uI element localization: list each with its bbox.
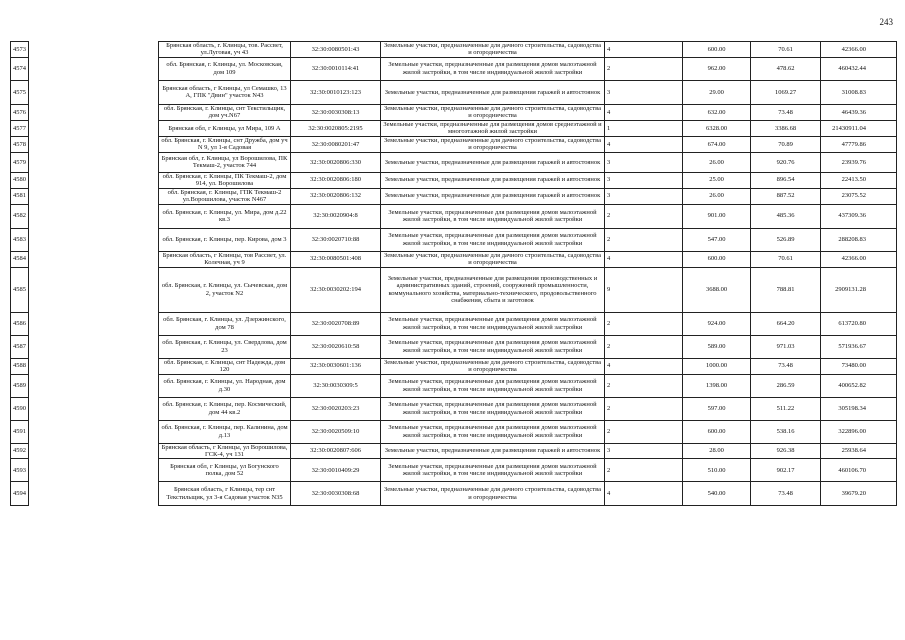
cadastral-value-cell: 21430911.04 <box>821 120 897 136</box>
land-use-cell: Земельные участки, предназначенные для размещения гаражей и автостоянок <box>381 80 605 104</box>
land-use-cell: Земельные участки, предназначенные для размещения гаражей и автостоянок <box>381 152 605 172</box>
category-cell: 1 <box>605 120 683 136</box>
area-cell: 597.00 <box>683 397 751 420</box>
table-row <box>11 420 897 443</box>
category-cell: 2 <box>605 57 683 80</box>
address-cell: обл. Брянская, г. Клинцы, ул. Мира, дом д.22 кв.3 <box>159 204 291 228</box>
price-cell: 70.89 <box>751 136 821 152</box>
address-cell: обл. Брянская, г. Клинцы, ул. Дзержинского, дом 78 <box>159 312 291 335</box>
price-cell: 920.76 <box>751 152 821 172</box>
table-row <box>11 152 897 172</box>
cadastral-value-cell: 47779.86 <box>821 136 897 152</box>
price-cell: 526.89 <box>751 228 821 251</box>
category-cell: 2 <box>605 459 683 482</box>
price-cell: 511.22 <box>751 397 821 420</box>
price-cell: 70.61 <box>751 251 821 267</box>
spacer-cell <box>29 172 159 188</box>
table-row <box>11 42 897 58</box>
cadastral-number-cell: 32:30:0080501:43 <box>291 42 381 58</box>
row-number: 4574 <box>11 57 29 80</box>
cadastral-value-cell: 73480.00 <box>821 358 897 374</box>
category-cell: 3 <box>605 188 683 204</box>
cadastral-number-cell: 32:30:0020807:606 <box>291 443 381 459</box>
price-cell: 926.38 <box>751 443 821 459</box>
spacer-cell <box>29 358 159 374</box>
cadastral-value-cell: 46439.36 <box>821 104 897 120</box>
area-cell: 924.00 <box>683 312 751 335</box>
area-cell: 29.00 <box>683 80 751 104</box>
cadastral-number-cell: 32:30:0030309:5 <box>291 374 381 397</box>
address-cell: обл. Брянская, г. Клинцы, снт Текстильщик, дом уч.N67 <box>159 104 291 120</box>
table-row <box>11 312 897 335</box>
cadastral-number-cell: 32:30:0080501:408 <box>291 251 381 267</box>
table-row <box>11 188 897 204</box>
cadastral-value-cell: 42366.00 <box>821 251 897 267</box>
address-cell: Брянская обл, г Клинцы, ул Мира, 109 А <box>159 120 291 136</box>
spacer-cell <box>29 204 159 228</box>
address-cell: Брянская область, г Клинцы, ул Ворошилова, ГСК-4, уч 131 <box>159 443 291 459</box>
cadastral-number-cell: 32:30:0020203:23 <box>291 397 381 420</box>
table-row <box>11 204 897 228</box>
category-cell: 3 <box>605 443 683 459</box>
table-row <box>11 120 897 136</box>
price-cell: 70.61 <box>751 42 821 58</box>
cadastral-value-cell: 25938.64 <box>821 443 897 459</box>
land-use-cell: Земельные участки, предназначенные для дачного строительства, садоводства и огородничества <box>381 104 605 120</box>
cadastral-number-cell: 32:30:0020806:330 <box>291 152 381 172</box>
category-cell: 4 <box>605 104 683 120</box>
area-cell: 600.00 <box>683 251 751 267</box>
cadastral-value-cell: 31008.83 <box>821 80 897 104</box>
price-cell: 971.03 <box>751 335 821 358</box>
row-number: 4589 <box>11 374 29 397</box>
table-row <box>11 482 897 506</box>
spacer-cell <box>29 80 159 104</box>
cadastral-number-cell: 32:30:0020904:8 <box>291 204 381 228</box>
cadastral-number-cell: 32:30:0010123:123 <box>291 80 381 104</box>
area-cell: 28.00 <box>683 443 751 459</box>
area-cell: 1000.00 <box>683 358 751 374</box>
category-cell: 2 <box>605 228 683 251</box>
cadastral-number-cell: 32:30:0020710:88 <box>291 228 381 251</box>
spacer-cell <box>29 482 159 506</box>
table-row <box>11 80 897 104</box>
address-cell: обл. Брянская, г. Клинцы, ул. Сычевская, дом 2, участок N2 <box>159 267 291 312</box>
land-use-cell: Земельные участки, предназначенные для размещения домов малоэтажной жилой застройки, в том числе индивидуальной жилой застройки <box>381 397 605 420</box>
category-cell: 2 <box>605 204 683 228</box>
cadastral-value-cell: 22413.50 <box>821 172 897 188</box>
price-cell: 73.48 <box>751 482 821 506</box>
category-cell: 2 <box>605 397 683 420</box>
address-cell: Брянская область, г Клинцы, ул Семашко, 13 А, ГПК "Двин" участок N43 <box>159 80 291 104</box>
table-row <box>11 172 897 188</box>
spacer-cell <box>29 397 159 420</box>
area-cell: 901.00 <box>683 204 751 228</box>
price-cell: 286.59 <box>751 374 821 397</box>
area-cell: 589.00 <box>683 335 751 358</box>
address-cell: Брянская обл, г. Клинцы, ул Ворошилова, ПК Текмаш-2, участок 744 <box>159 152 291 172</box>
spacer-cell <box>29 267 159 312</box>
category-cell: 9 <box>605 267 683 312</box>
cadastral-number-cell: 32:30:0030308:13 <box>291 104 381 120</box>
address-cell: обл. Брянская, г. Клинцы, ул. Свердлова, дом 23 <box>159 335 291 358</box>
spacer-cell <box>29 152 159 172</box>
spacer-cell <box>29 443 159 459</box>
address-cell: обл. Брянская, г. Клинцы, пер. Космический, дом 44 кв.2 <box>159 397 291 420</box>
table-row <box>11 57 897 80</box>
land-use-cell: Земельные участки, предназначенные для дачного строительства, садоводства и огородничества <box>381 136 605 152</box>
table-row <box>11 374 897 397</box>
land-use-cell: Земельные участки, предназначенные для размещения гаражей и автостоянок <box>381 443 605 459</box>
spacer-cell <box>29 120 159 136</box>
address-cell: обл. Брянская, г. Клинцы, ул. Народная, дом д.30 <box>159 374 291 397</box>
price-cell: 73.48 <box>751 104 821 120</box>
spacer-cell <box>29 420 159 443</box>
area-cell: 632.00 <box>683 104 751 120</box>
address-cell: обл. Брянская, г. Клинцы, пер. Кирова, дом 3 <box>159 228 291 251</box>
land-use-cell: Земельные участки, предназначенные для размещения домов малоэтажной жилой застройки, в том числе индивидуальной жилой застройки <box>381 57 605 80</box>
row-number: 4585 <box>11 267 29 312</box>
row-number: 4581 <box>11 188 29 204</box>
address-cell: обл. Брянская, г. Клинцы, ГПК Текмаш-2 ул.Ворошилова, участок N467 <box>159 188 291 204</box>
category-cell: 2 <box>605 312 683 335</box>
cadastral-value-cell: 288208.83 <box>821 228 897 251</box>
price-cell: 485.36 <box>751 204 821 228</box>
address-cell: Брянская область, г. Клинцы, тов. Рассвет, ул.Луговая, уч 43 <box>159 42 291 58</box>
area-cell: 26.00 <box>683 188 751 204</box>
spacer-cell <box>29 136 159 152</box>
land-use-cell: Земельные участки, предназначенные для размещения гаражей и автостоянок <box>381 172 605 188</box>
table-body <box>11 42 897 506</box>
row-number: 4583 <box>11 228 29 251</box>
cadastral-number-cell: 32:30:0020806:132 <box>291 188 381 204</box>
address-cell: Брянская область, г Клинцы, тер снт Текстильщик, ул 3-я Садовая участок N35 <box>159 482 291 506</box>
row-number: 4579 <box>11 152 29 172</box>
land-use-cell: Земельные участки, предназначенные для размещения гаражей и автостоянок <box>381 188 605 204</box>
category-cell: 3 <box>605 152 683 172</box>
price-cell: 478.62 <box>751 57 821 80</box>
land-use-cell: Земельные участки, предназначенные для дачного строительства, садоводства и огородничества <box>381 482 605 506</box>
area-cell: 600.00 <box>683 420 751 443</box>
row-number: 4590 <box>11 397 29 420</box>
row-number: 4577 <box>11 120 29 136</box>
category-cell: 3 <box>605 172 683 188</box>
address-cell: обл. Брянская, г. Клинцы, снт Надежда, дом 120 <box>159 358 291 374</box>
category-cell: 4 <box>605 42 683 58</box>
address-cell: Брянская обл, г Клинцы, ул Богунского полка, дом 52 <box>159 459 291 482</box>
cadastral-value-cell: 2909131.28 <box>821 267 897 312</box>
price-cell: 1069.27 <box>751 80 821 104</box>
table-row <box>11 136 897 152</box>
cadastral-value-cell: 23075.52 <box>821 188 897 204</box>
category-cell: 2 <box>605 335 683 358</box>
land-use-cell: Земельные участки, предназначенные для дачного строительства, садоводства и огородничества <box>381 42 605 58</box>
table-row <box>11 459 897 482</box>
land-use-cell: Земельные участки, предназначенные для размещения домов малоэтажной жилой застройки, в том числе индивидуальной жилой застройки <box>381 374 605 397</box>
table-row <box>11 335 897 358</box>
address-cell: Брянская область, г Клинцы, тов Рассвет, ул. Колечная, уч 9 <box>159 251 291 267</box>
land-use-cell: Земельные участки, предназначенные для размещения домов малоэтажной жилой застройки, в том числе индивидуальной жилой застройки <box>381 204 605 228</box>
spacer-cell <box>29 57 159 80</box>
cadastral-value-cell: 322896.00 <box>821 420 897 443</box>
price-cell: 538.16 <box>751 420 821 443</box>
category-cell: 4 <box>605 482 683 506</box>
price-cell: 902.17 <box>751 459 821 482</box>
spacer-cell <box>29 104 159 120</box>
spacer-cell <box>29 312 159 335</box>
land-use-cell: Земельные участки, предназначенные для размещения домов малоэтажной жилой застройки, в том числе индивидуальной жилой застройки <box>381 228 605 251</box>
area-cell: 25.00 <box>683 172 751 188</box>
row-number: 4591 <box>11 420 29 443</box>
spacer-cell <box>29 459 159 482</box>
table-row <box>11 104 897 120</box>
table-row <box>11 251 897 267</box>
cadastral-value-cell: 39679.20 <box>821 482 897 506</box>
address-cell: обл. Брянская, г. Клинцы, снт Дружба, дом уч N 9, ул 1-я Садовая <box>159 136 291 152</box>
cadastral-value-cell: 437309.36 <box>821 204 897 228</box>
price-cell: 887.52 <box>751 188 821 204</box>
land-registry-table <box>10 41 897 506</box>
cadastral-value-cell: 42366.00 <box>821 42 897 58</box>
cadastral-value-cell: 613720.80 <box>821 312 897 335</box>
row-number: 4592 <box>11 443 29 459</box>
category-cell: 4 <box>605 358 683 374</box>
land-use-cell: Земельные участки, предназначенные для дачного строительства, садоводства и огородничества <box>381 251 605 267</box>
row-number: 4593 <box>11 459 29 482</box>
price-cell: 896.54 <box>751 172 821 188</box>
land-use-cell: Земельные участки, предназначенные для дачного строительства, садоводства и огородничества <box>381 358 605 374</box>
area-cell: 6328.00 <box>683 120 751 136</box>
row-number: 4578 <box>11 136 29 152</box>
address-cell: обл. Брянская, г. Клинцы, ул. Московская, дом 109 <box>159 57 291 80</box>
cadastral-number-cell: 32:30:0010114:41 <box>291 57 381 80</box>
row-number: 4580 <box>11 172 29 188</box>
price-cell: 788.81 <box>751 267 821 312</box>
spacer-cell <box>29 228 159 251</box>
row-number: 4575 <box>11 80 29 104</box>
spacer-cell <box>29 335 159 358</box>
cadastral-value-cell: 400652.82 <box>821 374 897 397</box>
category-cell: 3 <box>605 80 683 104</box>
table-row <box>11 267 897 312</box>
row-number: 4573 <box>11 42 29 58</box>
spacer-cell <box>29 251 159 267</box>
table-row <box>11 228 897 251</box>
area-cell: 510.00 <box>683 459 751 482</box>
address-cell: обл. Брянская, г. Клинцы, пер. Калинина, дом д.13 <box>159 420 291 443</box>
area-cell: 674.00 <box>683 136 751 152</box>
cadastral-number-cell: 32:30:0080201:47 <box>291 136 381 152</box>
cadastral-number-cell: 32:30:0020708:89 <box>291 312 381 335</box>
page-number: 243 <box>879 17 893 27</box>
cadastral-number-cell: 32:30:0030601:136 <box>291 358 381 374</box>
row-number: 4584 <box>11 251 29 267</box>
category-cell: 4 <box>605 136 683 152</box>
area-cell: 600.00 <box>683 42 751 58</box>
row-number: 4588 <box>11 358 29 374</box>
row-number: 4576 <box>11 104 29 120</box>
area-cell: 540.00 <box>683 482 751 506</box>
area-cell: 962.00 <box>683 57 751 80</box>
cadastral-number-cell: 32:30:0030308:68 <box>291 482 381 506</box>
area-cell: 3688.00 <box>683 267 751 312</box>
row-number: 4587 <box>11 335 29 358</box>
cadastral-value-cell: 460106.70 <box>821 459 897 482</box>
cadastral-value-cell: 571936.67 <box>821 335 897 358</box>
row-number: 4582 <box>11 204 29 228</box>
land-use-cell: Земельные участки, предназначенные для размещения производственных и административных зданий, строений, сооружений промышленности, коммунального хозяйства, материально-технического, продовольственного снабжения, сбыта и заготовок <box>381 267 605 312</box>
address-cell: обл. Брянская, г. Клинцы, ПК Текмаш-2, дом 914, ул. Ворошилова <box>159 172 291 188</box>
price-cell: 73.48 <box>751 358 821 374</box>
cadastral-number-cell: 32:30:0020805:2195 <box>291 120 381 136</box>
area-cell: 547.00 <box>683 228 751 251</box>
land-use-cell: Земельные участки, предназначенные для размещения домов малоэтажной жилой застройки, в том числе индивидуальной жилой застройки <box>381 459 605 482</box>
cadastral-value-cell: 305198.34 <box>821 397 897 420</box>
category-cell: 4 <box>605 251 683 267</box>
cadastral-number-cell: 32:30:0030202:194 <box>291 267 381 312</box>
land-use-cell: Земельные участки, предназначенные для размещения домов малоэтажной жилой застройки, в том числе индивидуальной жилой застройки <box>381 312 605 335</box>
row-number: 4594 <box>11 482 29 506</box>
cadastral-number-cell: 32:30:0020806:180 <box>291 172 381 188</box>
spacer-cell <box>29 374 159 397</box>
land-use-cell: Земельные участки, предназначенные для размещения домов среднеэтажной и многоэтажной жилой застройки <box>381 120 605 136</box>
spacer-cell <box>29 42 159 58</box>
category-cell: 2 <box>605 374 683 397</box>
cadastral-value-cell: 23939.76 <box>821 152 897 172</box>
table-row <box>11 443 897 459</box>
table-row <box>11 358 897 374</box>
table-row <box>11 397 897 420</box>
row-number: 4586 <box>11 312 29 335</box>
price-cell: 664.20 <box>751 312 821 335</box>
land-use-cell: Земельные участки, предназначенные для размещения домов малоэтажной жилой застройки, в том числе индивидуальной жилой застройки <box>381 420 605 443</box>
cadastral-value-cell: 460432.44 <box>821 57 897 80</box>
cadastral-number-cell: 32:30:0020610:58 <box>291 335 381 358</box>
area-cell: 1398.00 <box>683 374 751 397</box>
area-cell: 26.00 <box>683 152 751 172</box>
price-cell: 3386.68 <box>751 120 821 136</box>
category-cell: 2 <box>605 420 683 443</box>
cadastral-number-cell: 32:30:0020509:10 <box>291 420 381 443</box>
spacer-cell <box>29 188 159 204</box>
land-use-cell: Земельные участки, предназначенные для размещения домов малоэтажной жилой застройки, в том числе индивидуальной жилой застройки <box>381 335 605 358</box>
cadastral-number-cell: 32:30:0010409:29 <box>291 459 381 482</box>
